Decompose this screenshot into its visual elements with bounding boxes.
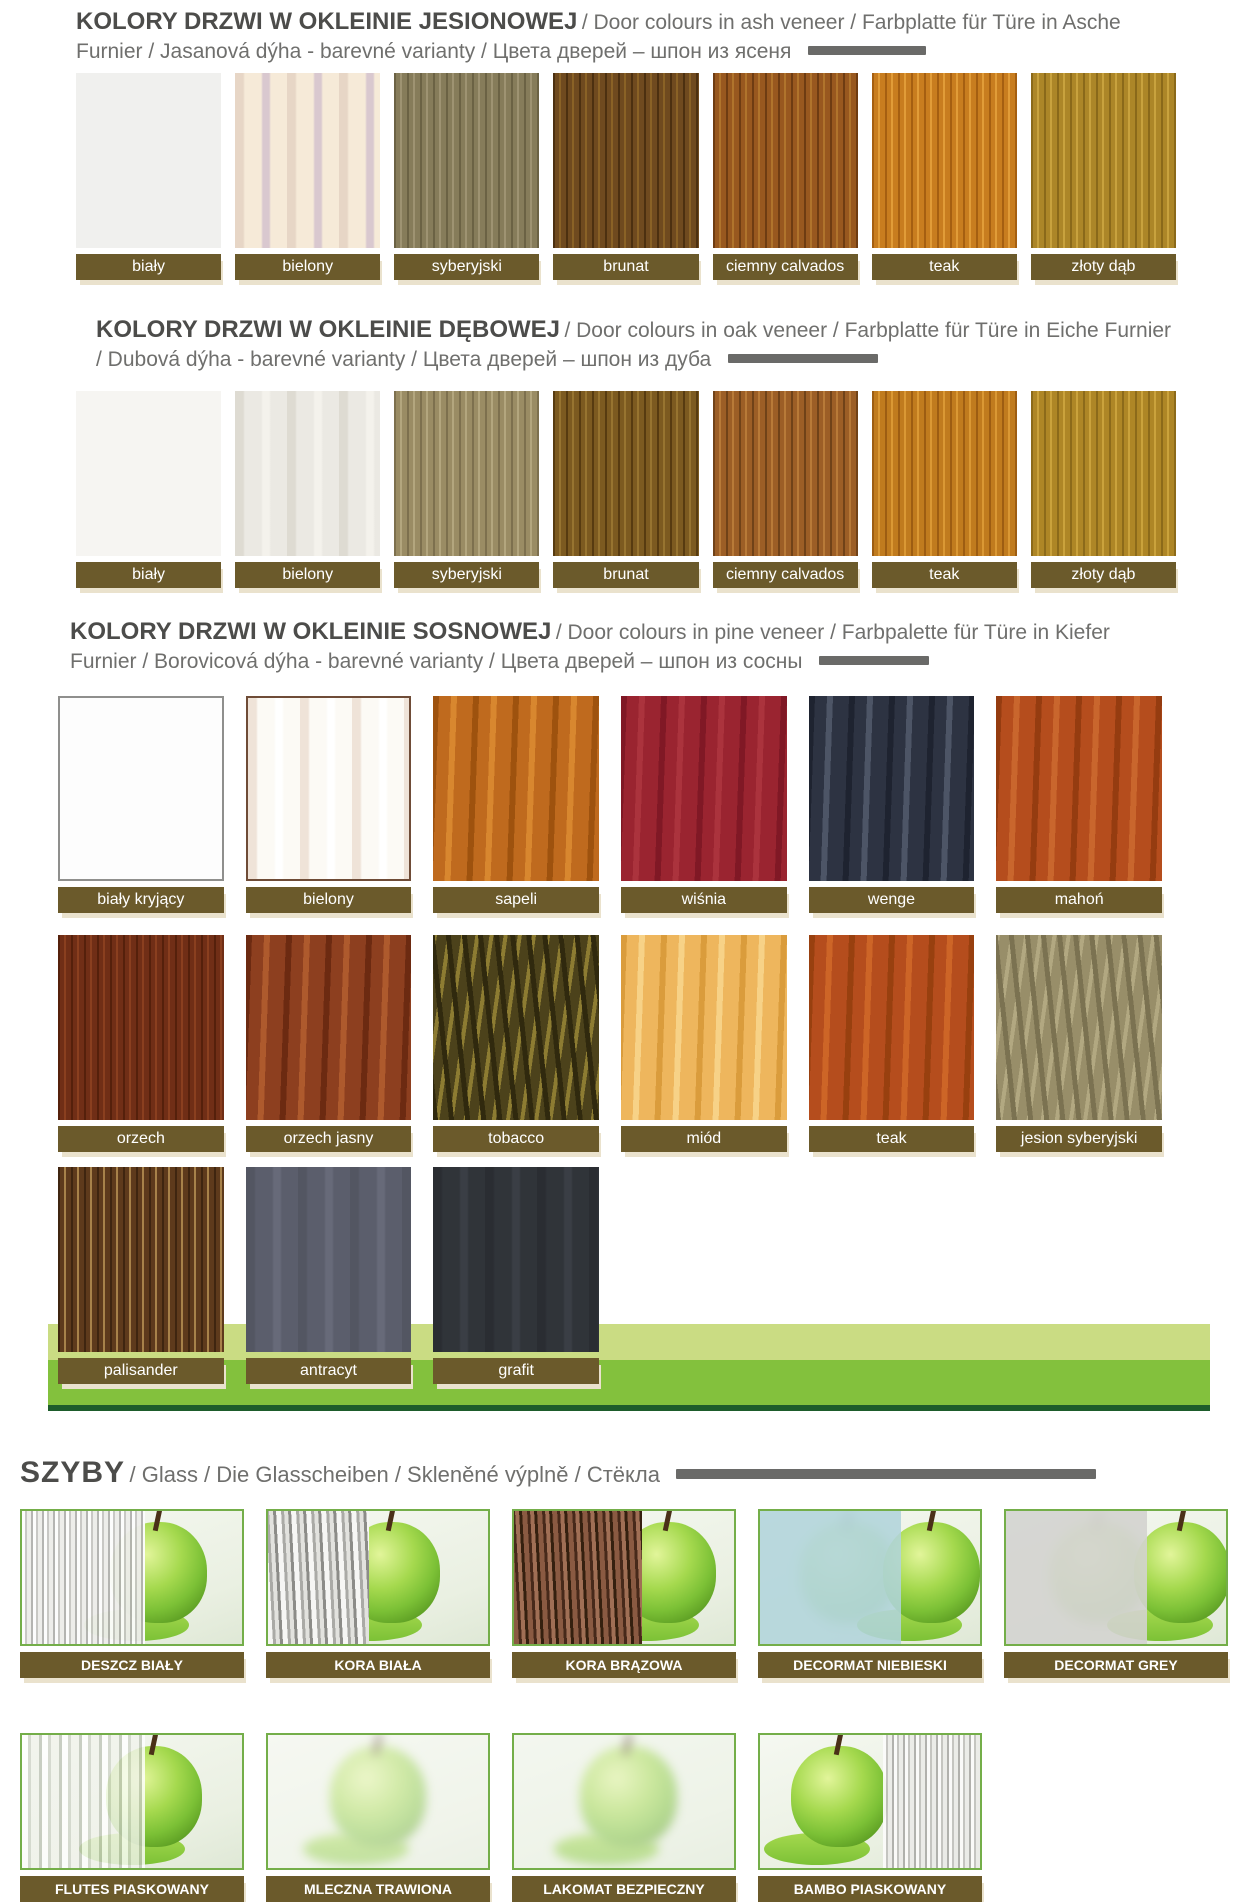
glass-sample-cell [20, 1733, 244, 1902]
swatch-label: ciemny calvados [713, 562, 858, 588]
section-title-ash-rest: / Door colours in ash veneer / Farbplatte für Türe in Asche Furnier / Jasanová dýha - barevné varianty / Цвета дверей – шпон из ясеня [76, 11, 1121, 63]
glass-texture-overlay-frost-grey [1006, 1511, 1147, 1644]
wood-swatch-tobacco [433, 935, 599, 1120]
glass-texture-overlay-flutes [22, 1735, 145, 1868]
section-title-glass-rest: / Glass / Die Glasscheiben / Skleněné výplně / Стёкла [129, 1462, 660, 1487]
wood-swatch-teak [872, 391, 1017, 556]
wood-swatch-sapeli [433, 696, 599, 881]
swatch-label: biały [76, 562, 221, 588]
wood-swatch-ciemny-calvados [713, 73, 858, 248]
section-title-ash-bold: KOLORY DRZWI W OKLEINIE JESIONOWEJ [76, 8, 578, 35]
section-title-glass-bold: SZYBY [20, 1456, 126, 1489]
glass-texture-overlay-milk2 [514, 1735, 734, 1868]
wood-swatch-cell [621, 935, 787, 1152]
pine-swatch-row-3 [58, 1167, 1162, 1384]
wood-swatch-palisander [58, 1167, 224, 1352]
wood-swatch-cell [713, 73, 858, 280]
catalog-page [0, 8, 1248, 1902]
swatch-label: teak [872, 562, 1017, 588]
wood-swatch-bia-y-kryj-cy [58, 696, 224, 881]
swatch-label: biały kryjący [58, 887, 224, 913]
wood-swatch-cell [872, 391, 1017, 588]
wood-swatch-cell [58, 1167, 224, 1384]
wood-swatch-wenge [809, 696, 975, 881]
glass-sample-cell [1004, 1509, 1228, 1678]
wood-swatch-cell [713, 391, 858, 588]
swatch-label: syberyjski [394, 562, 539, 588]
wood-swatch-cell [394, 73, 539, 280]
wood-swatch-orzech [58, 935, 224, 1120]
wood-swatch-antracyt [246, 1167, 412, 1352]
glass-texture-overlay-bark-brown [514, 1511, 642, 1644]
swatch-label: miód [621, 1126, 787, 1152]
swatch-label: teak [809, 1126, 975, 1152]
wood-swatch-wi-nia [621, 696, 787, 881]
swatch-label: orzech [58, 1126, 224, 1152]
glass-sample-cell [266, 1509, 490, 1678]
swatch-label: złoty dąb [1031, 254, 1176, 280]
wood-swatch-z-oty-d-b [1031, 391, 1176, 556]
swatch-label: wiśnia [621, 887, 787, 913]
glass-texture-overlay-streaks-white [22, 1511, 145, 1644]
swatch-label: palisander [58, 1358, 224, 1384]
wood-swatch-cell [58, 935, 224, 1152]
swatch-label: bielony [235, 562, 380, 588]
wood-swatch-cell [553, 391, 698, 588]
glass-sample-cell [20, 1509, 244, 1678]
title-underline-bar [676, 1469, 1096, 1479]
glass-tile-lakomat-bezpieczny [512, 1733, 736, 1870]
glass-tile-flutes-piaskowany [20, 1733, 244, 1870]
section-title-oak [96, 316, 1181, 375]
swatch-label: antracyt [246, 1358, 412, 1384]
swatch-label: tobacco [433, 1126, 599, 1152]
wood-swatch-cell [58, 696, 224, 913]
apple-image [791, 1746, 888, 1847]
swatch-label: orzech jasny [246, 1126, 412, 1152]
wood-swatch-bielony [235, 391, 380, 556]
wood-swatch-cell [76, 391, 221, 588]
section-title-ash [76, 8, 1151, 67]
glass-tile-decormat-niebieski [758, 1509, 982, 1646]
glass-sample-label: DECORMAT GREY [1004, 1652, 1228, 1678]
wood-swatch-mi-d [621, 935, 787, 1120]
pine-swatch-row-1 [58, 696, 1162, 913]
wood-swatch-cell [246, 1167, 412, 1384]
wood-swatch-brunat [553, 391, 698, 556]
wood-swatch-cell [235, 73, 380, 280]
wood-swatch-cell [246, 935, 412, 1152]
wood-swatch-teak [809, 935, 975, 1120]
wood-swatch-bia-y [76, 391, 221, 556]
wood-swatch-teak [872, 73, 1017, 248]
wood-swatch-maho [996, 696, 1162, 881]
wood-swatch-brunat [553, 73, 698, 248]
swatch-label: wenge [809, 887, 975, 913]
wood-swatch-cell [809, 935, 975, 1152]
wood-swatch-cell [996, 696, 1162, 913]
glass-sample-cell [758, 1509, 982, 1678]
section-title-pine-rest: / Door colours in pine veneer / Farbpalette für Türe in Kiefer Furnier / Borovicová dýha - barevné varianty / Цвета дверей – шпон из сосны [70, 621, 1110, 673]
swatch-label: brunat [553, 254, 698, 280]
green-band-dark-line [48, 1405, 1210, 1411]
swatch-label: brunat [553, 562, 698, 588]
glass-sample-label: KORA BIAŁA [266, 1652, 490, 1678]
section-title-oak-bold: KOLORY DRZWI W OKLEINIE DĘBOWEJ [96, 316, 561, 343]
wood-swatch-cell [246, 696, 412, 913]
swatch-label: bielony [246, 887, 412, 913]
glass-tile-bambo-piaskowany [758, 1733, 982, 1870]
swatch-label: syberyjski [394, 254, 539, 280]
glass-texture-overlay-frost-blue [760, 1511, 901, 1644]
wood-swatch-bielony [235, 73, 380, 248]
wood-swatch-cell [621, 696, 787, 913]
glass-sample-cell [512, 1733, 736, 1902]
wood-swatch-grafit [433, 1167, 599, 1352]
wood-swatch-cell [872, 73, 1017, 280]
oak-swatch-row [76, 391, 1176, 588]
glass-sample-cell [758, 1733, 982, 1902]
section-title-oak-rest: / Door colours in oak veneer / Farbplatte für Türe in Eiche Furnier / Dubová dýha - barevné varianty / Цвета дверей – шпон из дуба [96, 319, 1172, 371]
glass-tile-deszcz-bia-y [20, 1509, 244, 1646]
apple-image [1134, 1522, 1228, 1623]
glass-tile-decormat-grey [1004, 1509, 1228, 1646]
wood-swatch-cell [235, 391, 380, 588]
glass-tile-row-2 [20, 1733, 1248, 1902]
glass-texture-overlay-bark-white [268, 1511, 369, 1644]
glass-tile-kora-br-zowa [512, 1509, 736, 1646]
wood-swatch-syberyjski [394, 73, 539, 248]
glass-texture-overlay-bamboo [883, 1735, 980, 1868]
swatch-label: bielony [235, 254, 380, 280]
swatch-label: teak [872, 254, 1017, 280]
wood-swatch-cell [433, 1167, 599, 1384]
swatch-label: złoty dąb [1031, 562, 1176, 588]
glass-sample-label: DESZCZ BIAŁY [20, 1652, 244, 1678]
wood-swatch-z-oty-d-b [1031, 73, 1176, 248]
swatch-label: grafit [433, 1358, 599, 1384]
wood-swatch-jesion-syberyjski [996, 935, 1162, 1120]
pine-swatch-row-3-wrap [0, 1167, 1248, 1415]
swatch-label: ciemny calvados [713, 254, 858, 280]
wood-swatch-cell [394, 391, 539, 588]
pine-swatch-row-2 [58, 935, 1162, 1152]
glass-sample-cell [512, 1509, 736, 1678]
wood-swatch-bia-y [76, 73, 221, 248]
glass-sample-label: LAKOMAT BEZPIECZNY [512, 1876, 736, 1902]
wood-swatch-syberyjski [394, 391, 539, 556]
glass-sample-label: KORA BRĄZOWA [512, 1652, 736, 1678]
wood-swatch-cell [553, 73, 698, 280]
swatch-label: sapeli [433, 887, 599, 913]
glass-texture-overlay-milk [268, 1735, 488, 1868]
glass-tile-row-1 [20, 1509, 1248, 1678]
glass-sample-label: DECORMAT NIEBIESKI [758, 1652, 982, 1678]
title-underline-bar [808, 46, 926, 55]
swatch-label: jesion syberyjski [996, 1126, 1162, 1152]
wood-swatch-cell [1031, 391, 1176, 588]
wood-swatch-bielony [246, 696, 412, 881]
glass-tile-mleczna-trawiona [266, 1733, 490, 1870]
glass-tile-kora-bia-a [266, 1509, 490, 1646]
section-title-glass [20, 1456, 1234, 1491]
wood-swatch-ciemny-calvados [713, 391, 858, 556]
wood-swatch-cell [433, 935, 599, 1152]
ash-swatch-row [76, 73, 1176, 280]
swatch-label: biały [76, 254, 221, 280]
wood-swatch-cell [76, 73, 221, 280]
title-underline-bar [728, 354, 878, 363]
glass-sample-cell [266, 1733, 490, 1902]
wood-swatch-cell [996, 935, 1162, 1152]
wood-swatch-orzech-jasny [246, 935, 412, 1120]
section-title-pine [70, 618, 1175, 677]
swatch-label: mahoń [996, 887, 1162, 913]
glass-sample-label: FLUTES PIASKOWANY [20, 1876, 244, 1902]
title-underline-bar [819, 656, 929, 665]
section-title-pine-bold: KOLORY DRZWI W OKLEINIE SOSNOWEJ [70, 618, 552, 645]
glass-sample-label: MLECZNA TRAWIONA [266, 1876, 490, 1902]
wood-swatch-cell [809, 696, 975, 913]
wood-swatch-cell [1031, 73, 1176, 280]
glass-sample-label: BAMBO PIASKOWANY [758, 1876, 982, 1902]
wood-swatch-cell [433, 696, 599, 913]
